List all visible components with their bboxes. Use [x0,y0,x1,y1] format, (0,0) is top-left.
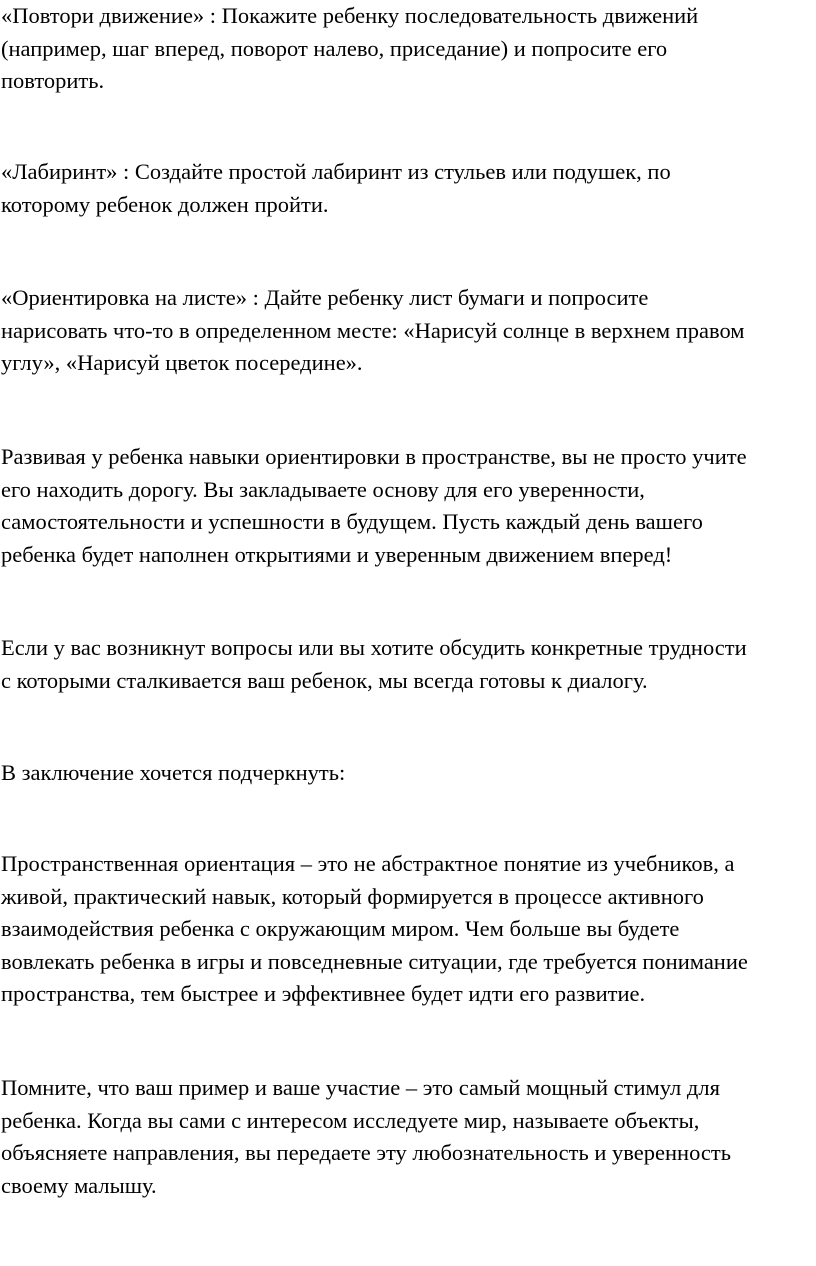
paragraph-your-example: Помните, что ваш пример и ваше участие – это самый мощный стимул для ребенка. Когда вы сами с интересом исследуете мир, называете объекты, объясняете направления, вы передаете эту любознательность и уверенность своему малышу. [1,1075,731,1198]
paragraph-developing-skills: Развивая у ребенка навыки ориентировки в пространстве, вы не просто учите его находить дорогу. Вы закладываете основу для его уверенности, самостоятельности и успешности в будущем. Пусть каждый день вашего ребенка будет наполнен открытиями и уверенным движением вперед! [1,444,747,567]
paragraph-spatial-orientation: Пространственная ориентация – это не абстрактное понятие из учебников, а живой, практический навык, который формируется в процессе активного взаимодействия ребенка с окружающим миром. Чем больше вы будете вовлекать ребенка в игры и повседневные ситуации, где требуется понимание пространства, тем быстрее и эффективнее будет идти его развитие. [1,851,748,1007]
paragraph-sheet-orientation: «Ориентировка на листе» : Дайте ребенку лист бумаги и попросите нарисовать что-то в определенном месте: «Нарисуй солнце в верхнем правом углу», «Нарисуй цветок посередине». [1,285,745,376]
paragraph-questions: Если у вас возникнут вопросы или вы хотите обсудить конкретные трудности с которыми сталкивается ваш ребенок, мы всегда готовы к диалогу. [1,635,747,693]
paragraph-conclusion-intro: В заключение хочется подчеркнуть: [1,760,346,785]
paragraph-repeat-movement: «Повтори движение» : Покажите ребенку последовательность движений (например, шаг вперед, поворот налево, приседание) и попросите его повторить. [1,3,699,94]
paragraph-labyrinth: «Лабиринт» : Создайте простой лабиринт из стульев или подушек, по которому ребенок должен пройти. [1,159,671,217]
